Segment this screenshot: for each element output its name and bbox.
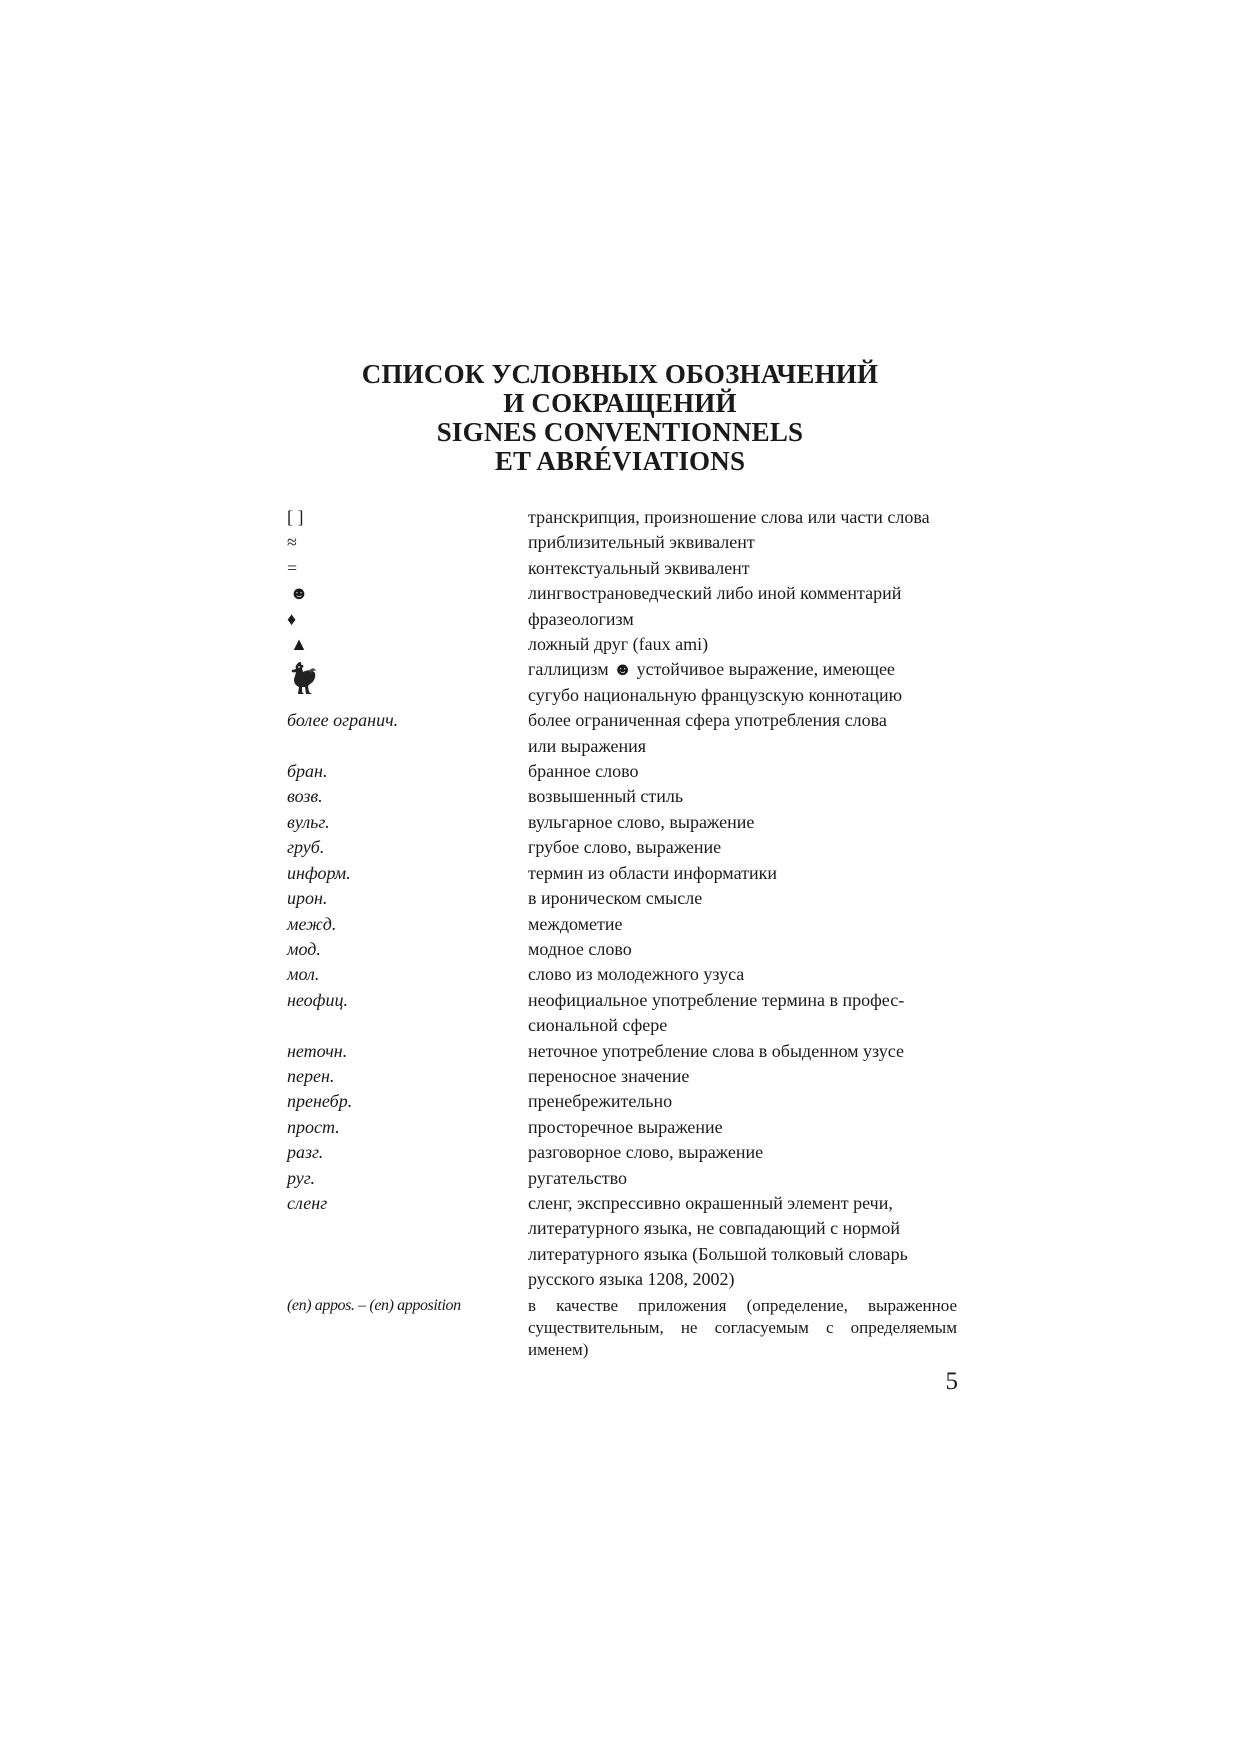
definition-line: возвышенный стиль bbox=[528, 786, 684, 807]
abbreviation: информ. bbox=[287, 862, 351, 883]
definition-line: или выражения bbox=[528, 735, 647, 756]
abbreviation: мод. bbox=[287, 938, 321, 959]
definition-line: модное слово bbox=[528, 938, 632, 959]
definition: контекстуальный эквивалент bbox=[528, 557, 750, 578]
definition-line: сленг, экспрессивно окрашенный элемент речи, bbox=[528, 1192, 893, 1213]
list-item bbox=[287, 1191, 957, 1293]
abbreviation: мол. bbox=[287, 964, 320, 985]
definition-line: галлицизм ☻ устойчивое выражение, имеющее bbox=[528, 659, 895, 680]
definition-line: более ограниченная сфера употребления слова bbox=[528, 710, 887, 731]
definition-line: вульгарное слово, выражение bbox=[528, 811, 755, 832]
list-item bbox=[287, 912, 957, 937]
list-item bbox=[287, 581, 957, 606]
definition: лингвострановедческий либо иной комментарий bbox=[528, 583, 902, 604]
list-item bbox=[287, 530, 957, 555]
definition-line: термин из области информатики bbox=[528, 862, 777, 883]
list-item bbox=[287, 759, 957, 784]
abbreviation-list bbox=[287, 505, 957, 1361]
list-item bbox=[287, 1140, 957, 1165]
definition-line: переносное значение bbox=[528, 1065, 690, 1086]
definition-line: разговорное слово, выражение bbox=[528, 1142, 764, 1163]
definition-line: междометие bbox=[528, 913, 623, 934]
list-item bbox=[287, 1064, 957, 1089]
list-item bbox=[287, 886, 957, 911]
abbreviation: вульг. bbox=[287, 811, 330, 832]
list-item bbox=[287, 988, 957, 1039]
list-item bbox=[287, 1166, 957, 1191]
definition-line: литературного языка (Большой толковый словарь bbox=[528, 1243, 908, 1264]
list-item bbox=[287, 1295, 957, 1361]
definition-line: неофициальное употребление термина в профес- bbox=[528, 989, 905, 1010]
abbreviation: неточн. bbox=[287, 1040, 348, 1061]
abbreviation: прост. bbox=[287, 1116, 340, 1137]
rooster-icon bbox=[287, 661, 317, 695]
symbol-label: ☻ bbox=[289, 583, 309, 604]
list-item bbox=[287, 505, 957, 530]
list-item bbox=[287, 810, 957, 835]
approx-icon bbox=[287, 530, 528, 555]
list-item bbox=[287, 657, 957, 708]
title-line-3: SIGNES CONVENTIONNELS bbox=[436, 417, 804, 447]
abbreviation: перен. bbox=[287, 1065, 335, 1086]
triangle-icon bbox=[287, 632, 528, 657]
list-item bbox=[287, 607, 957, 632]
definition-line: сугубо национальную французскую коннотацию bbox=[528, 684, 903, 705]
abbreviation: более огранич. bbox=[287, 710, 399, 731]
definition-line: просторечное выражение bbox=[528, 1116, 723, 1137]
brackets-icon bbox=[287, 505, 528, 530]
definition-line: слово из молодежного узуса bbox=[528, 964, 745, 985]
list-item bbox=[287, 632, 957, 657]
definition-line: неточное употребление слова в обыденном узусе bbox=[528, 1040, 904, 1061]
definition-line: грубое слово, выражение bbox=[528, 837, 722, 858]
definition: ложный друг (faux ami) bbox=[528, 634, 709, 655]
title-line-2: И СОКРАЩЕНИЙ bbox=[503, 388, 737, 418]
abbreviation: возв. bbox=[287, 786, 323, 807]
definition: фразеологизм bbox=[528, 608, 634, 629]
list-item bbox=[287, 556, 957, 581]
list-item bbox=[287, 861, 957, 886]
definition-line: пренебрежительно bbox=[528, 1091, 673, 1112]
definition-line: литературного языка, не совпадающий с нормой bbox=[528, 1218, 900, 1239]
list-item bbox=[287, 962, 957, 987]
abbreviation: груб. bbox=[287, 837, 325, 858]
definition: транскрипция, произношение слова или части слова bbox=[528, 507, 930, 527]
symbol-label: ♦ bbox=[287, 608, 297, 629]
symbol-label: ≈ bbox=[287, 532, 297, 553]
page-number: 5 bbox=[945, 1368, 958, 1395]
list-item bbox=[287, 1115, 957, 1140]
symbol-label: [ ] bbox=[287, 507, 304, 527]
definition-line: в ироническом смысле bbox=[528, 888, 703, 909]
list-item bbox=[287, 708, 957, 759]
abbreviation: сленг bbox=[287, 1192, 328, 1213]
diamond-icon bbox=[287, 607, 528, 632]
abbreviation: межд. bbox=[287, 913, 337, 934]
definition-line: русского языка 1208, 2002) bbox=[528, 1269, 735, 1290]
list-item bbox=[287, 1039, 957, 1064]
definition-line: бранное слово bbox=[528, 761, 639, 782]
definition-line: ругательство bbox=[528, 1167, 627, 1188]
abbreviation: неофиц. bbox=[287, 989, 348, 1010]
list-item bbox=[287, 835, 957, 860]
abbreviation: ирон. bbox=[287, 888, 328, 909]
symbol-label: = bbox=[287, 557, 298, 578]
title-line-4: ET ABRÉVIATIONS bbox=[494, 446, 746, 476]
definition: в качестве приложения (определение, выраженное существительным, не согласуемым с определяемым именем) bbox=[528, 1295, 957, 1359]
equals-icon bbox=[287, 556, 528, 581]
list-item bbox=[287, 1089, 957, 1114]
page-title bbox=[280, 360, 960, 476]
title-line-1: СПИСОК УСЛОВНЫХ ОБОЗНАЧЕНИЙ bbox=[361, 359, 879, 389]
smiley-icon bbox=[287, 581, 528, 606]
definition-line: сиональной сфере bbox=[528, 1015, 668, 1036]
abbreviation: бран. bbox=[287, 761, 328, 782]
abbreviation: пренебр. bbox=[287, 1091, 353, 1112]
abbreviation: (en) appos. – (en) apposition bbox=[287, 1296, 461, 1314]
definition: приблизительный эквивалент bbox=[528, 532, 755, 553]
symbol-label: ▲ bbox=[290, 634, 308, 655]
abbreviation: разг. bbox=[287, 1142, 324, 1163]
abbreviation: руг. bbox=[287, 1167, 316, 1188]
list-item bbox=[287, 784, 957, 809]
list-item bbox=[287, 937, 957, 962]
